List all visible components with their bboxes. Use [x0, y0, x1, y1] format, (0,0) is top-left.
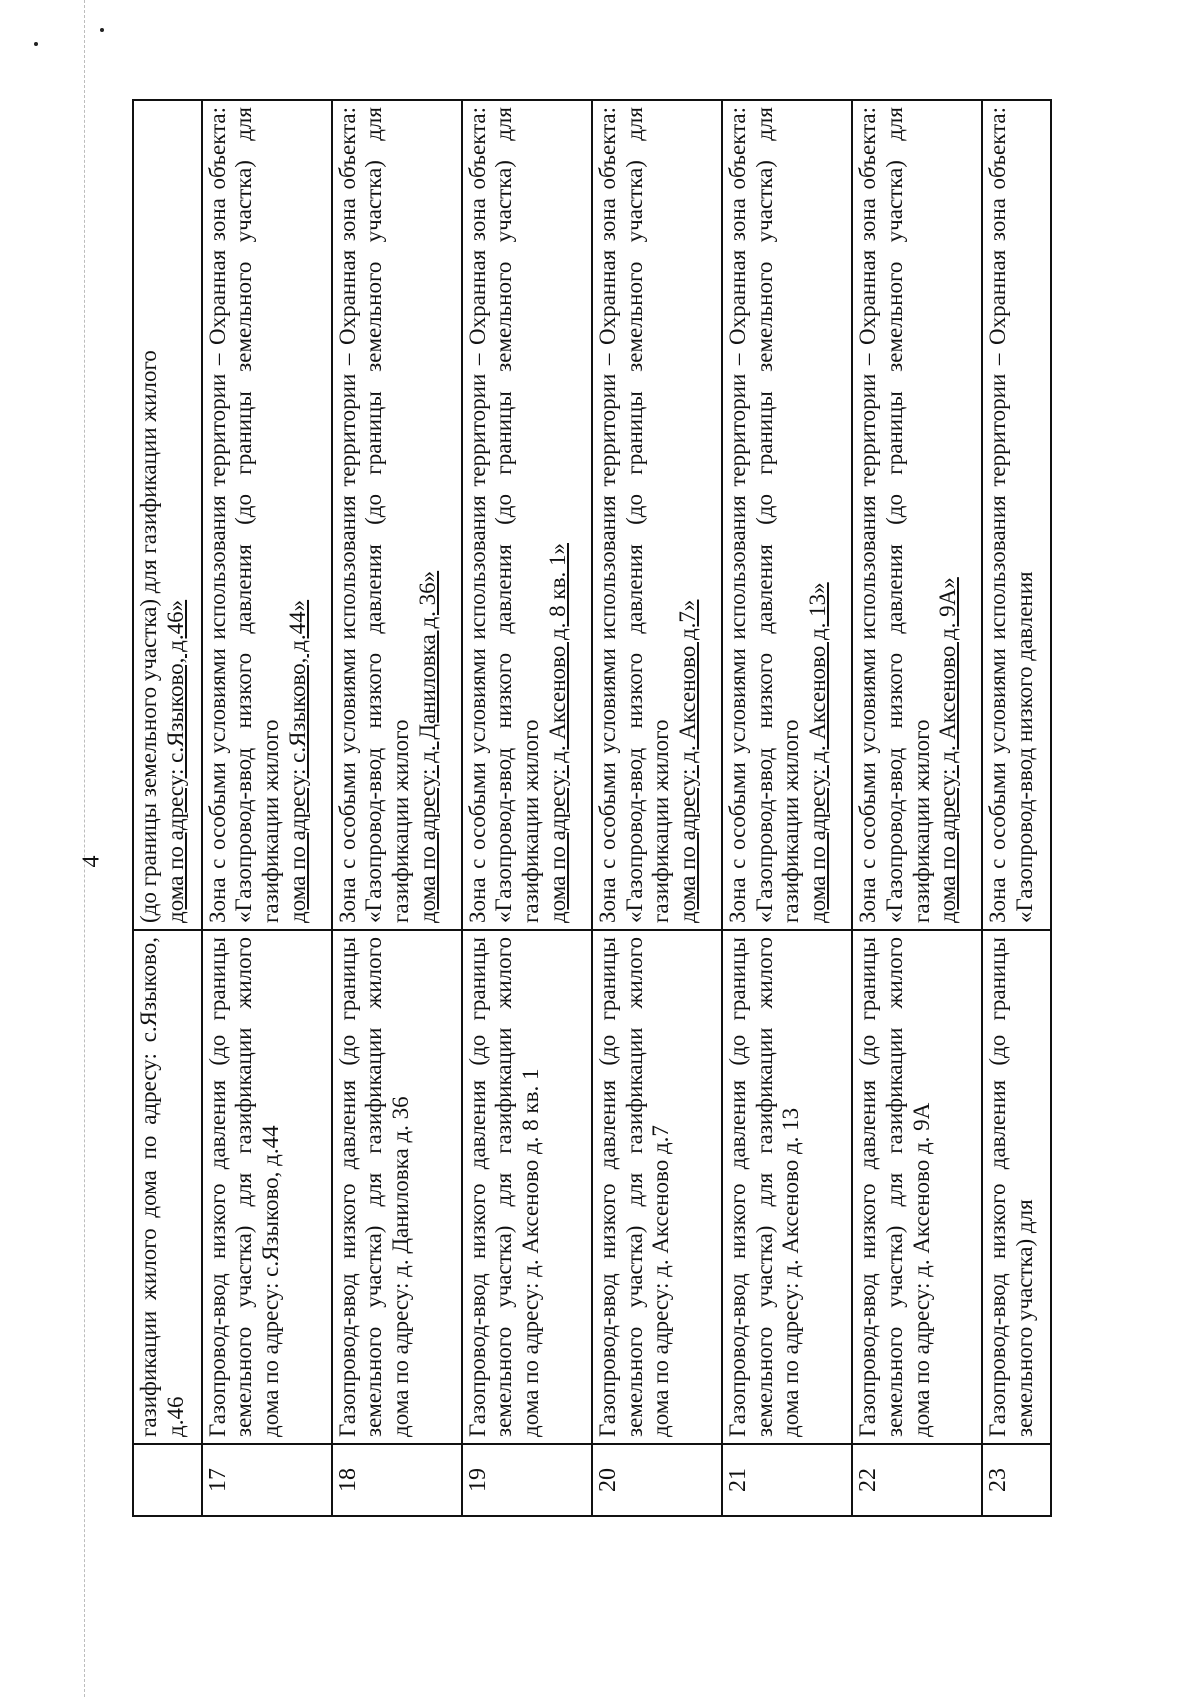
object-name-cell [332, 930, 462, 1444]
object-name-cell [462, 930, 592, 1444]
rotated-table-container [132, 99, 1052, 1517]
zone-description-cell [722, 100, 852, 930]
object-name: Газопровод-ввод низкого давления (до границы земельного участка) для газификации жилого дома по адресу: с.Языково, д.44 [204, 937, 283, 1437]
object-name: Газопровод-ввод низкого давления (до границы земельного участка) для газификации жилого дома по адресу: д. Аксеново д. 13 [725, 937, 804, 1437]
object-name: Газопровод-ввод низкого давления (до границы земельного участка) для газификации жилого дома по адресу: д. Аксеново д.7 [594, 937, 674, 1437]
zone-description-cell [982, 100, 1051, 930]
zone-description: Зона с особыми условиями использования территории – Охранная зона объекта: «Газопровод-ввод низкого давления (до границы земельного участка) для газификации жилого [464, 107, 544, 923]
table-row [133, 100, 202, 1516]
zone-description: Зона с особыми условиями использования территории – Охранная зона объекта: «Газопровод-ввод низкого давления (до границы земельного участка) для газификации жилого [594, 107, 674, 923]
object-name-cell [722, 930, 852, 1444]
zone-description: Зона с особыми условиями использования территории – Охранная зона объекта: «Газопровод-ввод низкого давления (до границы земельного участка) для газификации жилого [204, 107, 283, 923]
object-name-cell [592, 930, 722, 1444]
row-number: 22 [852, 1444, 982, 1516]
zone-description: (до границы земельного участка) для газификации жилого [136, 350, 161, 923]
row-number: 18 [332, 1444, 462, 1516]
zone-address: дома по адресу: с.Языково, д.44» [284, 599, 310, 923]
object-name: Газопровод-ввод низкого давления (до границы земельного участка) для газификации жилого дома по адресу: д. Аксеново д. 8 кв. 1 [464, 937, 544, 1437]
zone-description-cell [852, 100, 982, 930]
object-name: газификации жилого дома по адресу: с.Языково, д.46 [136, 937, 188, 1437]
zone-description: Зона с особыми условиями использования территории – Охранная зона объекта: «Газопровод-ввод низкого давления (до границы земельного участка) для газификации жилого [334, 107, 414, 923]
zone-description: Зона с особыми условиями использования территории – Охранная зона объекта: «Газопровод-ввод низкого давления [985, 107, 1038, 923]
object-name-cell [133, 930, 202, 1444]
zone-description-cell [462, 100, 592, 930]
zone-description-cell [202, 100, 332, 930]
table-row [592, 100, 722, 1516]
zone-description: Зона с особыми условиями использования территории – Охранная зона объекта: «Газопровод-ввод низкого давления (до границы земельного участка) для газификации жилого [725, 107, 804, 923]
zone-address: дома по адресу: с.Языково, д.46» [162, 599, 188, 923]
object-name: Газопровод-ввод низкого давления (до границы земельного участка) для газификации жилого дома по адресу: д. Аксеново д. 9А [855, 937, 934, 1437]
table-row [982, 100, 1051, 1516]
zone-address: дома по адресу: д. Аксеново д.7» [674, 599, 700, 923]
row-number: 23 [982, 1444, 1051, 1516]
table-row [852, 100, 982, 1516]
row-number: 17 [202, 1444, 332, 1516]
page-number: 4 [78, 855, 105, 868]
scan-speck [100, 28, 104, 32]
zone-description-cell [592, 100, 722, 930]
object-name-cell [852, 930, 982, 1444]
table-row [462, 100, 592, 1516]
zone-description-cell [133, 100, 202, 930]
row-number: 21 [722, 1444, 852, 1516]
zone-address: дома по адресу: д. Аксеново д. 9А» [935, 577, 961, 923]
zone-description: Зона с особыми условиями использования территории – Охранная зона объекта: «Газопровод-ввод низкого давления (до границы земельного участка) для газификации жилого [855, 107, 934, 923]
zones-table-body [133, 100, 1051, 1516]
table-row [202, 100, 332, 1516]
object-name: Газопровод-ввод низкого давления (до границы земельного участка) для газификации жилого дома по адресу: д. Даниловка д. 36 [334, 937, 414, 1437]
zone-address: дома по адресу: д. Аксеново д. 13» [805, 582, 831, 923]
binding-margin-line [84, 0, 85, 1697]
row-number: 20 [592, 1444, 722, 1516]
object-name-cell [982, 930, 1051, 1444]
table-row [332, 100, 462, 1516]
zone-description-cell [332, 100, 462, 930]
zone-address: дома по адресу: д. Аксеново д. 8 кв. 1» [544, 543, 570, 923]
table-row [722, 100, 852, 1516]
object-name: Газопровод-ввод низкого давления (до границы земельного участка) для [985, 937, 1038, 1437]
row-number [133, 1444, 202, 1516]
scan-speck [34, 42, 38, 46]
row-number: 19 [462, 1444, 592, 1516]
zones-table [132, 99, 1052, 1517]
zone-address: дома по адресу: д. Даниловка д. 36» [414, 570, 440, 923]
object-name-cell [202, 930, 332, 1444]
